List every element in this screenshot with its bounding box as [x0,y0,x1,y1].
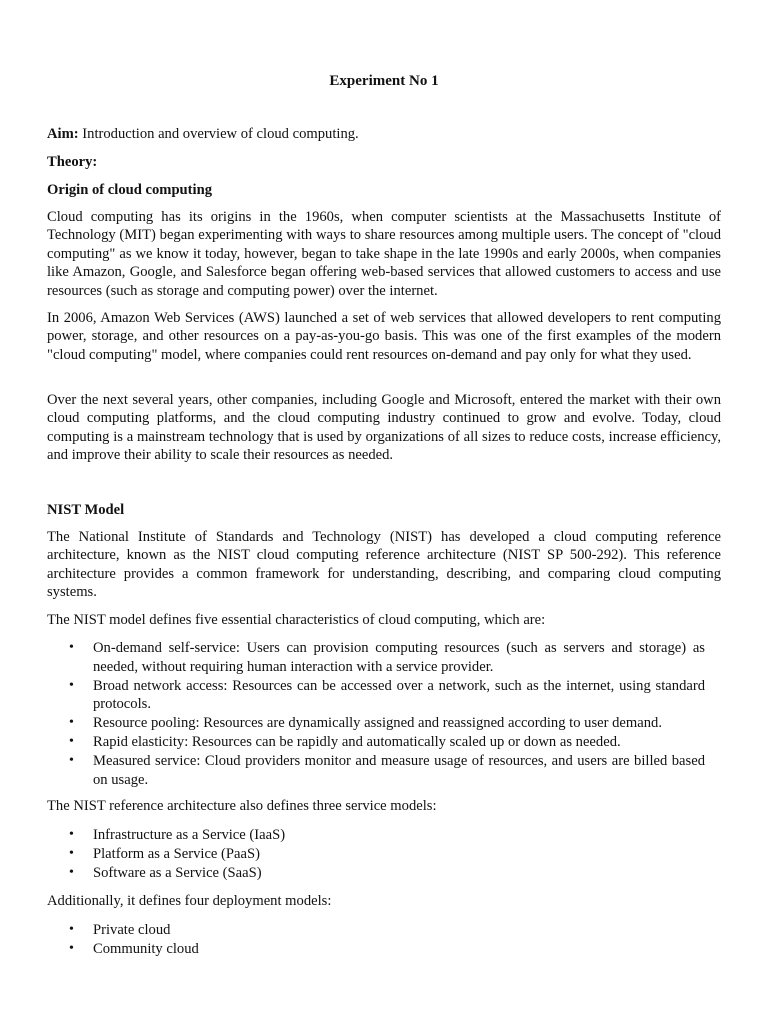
origin-paragraph-3: Over the next several years, other companies, including Google and Microsoft, entered the market with their own cloud computing platforms, and the cloud computing industry continued to grow and evolve. Today, cloud computing is a mainstream technology that is used by organizations of all sizes to reduce costs, increase efficiency, and improve their ability to scale their resources as needed. [47,392,721,464]
page-title: Experiment No 1 [329,73,439,89]
list-item: • Software as a Service (SaaS) [69,864,262,881]
theory-heading: Theory: [47,154,98,170]
service-models-intro: The NIST reference architecture also defines three service models: [47,798,437,814]
list-item: • Infrastructure as a Service (IaaS) [69,827,286,843]
bullet-icon: • [69,715,74,731]
bullet-icon: • [69,864,74,880]
bullet-icon: • [69,940,74,956]
list-item: • Measured service: Cloud providers monitor and measure usage of resources, and users are billed based on usage. [69,752,705,788]
origin-paragraph-2: In 2006, Amazon Web Services (AWS) launched a set of web services that allowed developers to rent computing power, storage, and other resources on a pay-as-you-go basis. This was one of the first examples of the modern "cloud computing" model, where companies could rent resources on-demand and pay only for what they used. [47,310,721,363]
service-models-list [47,826,721,882]
list-item: • Private cloud [69,922,171,938]
bullet-icon: • [69,827,74,842]
characteristics-intro: The NIST model defines five essential characteristics of cloud computing, which are: [47,612,546,628]
list-item: • Resource pooling: Resources are dynamically assigned and reassigned according to user demand. [69,715,662,732]
aim-label: Aim: [47,126,79,142]
nist-intro-paragraph: The National Institute of Standards and Technology (NIST) has developed a cloud computing reference architecture, known as the NIST cloud computing reference architecture (NIST SP 500-292). This reference architecture provides a common framework for understanding, describing, and comparing cloud computing systems. [47,529,721,601]
list-item: • Community cloud [69,940,199,957]
list-item: • On-demand self-service: Users can provision computing resources (such as servers and storage) as needed, without requiring human interaction with a service provider. [69,640,705,675]
list-item: • Rapid elasticity: Resources can be rapidly and automatically scaled up or down as needed. [69,733,621,750]
bullet-icon: • [69,752,74,768]
list-item: • Platform as a Service (PaaS) [69,845,260,862]
bullet-icon: • [69,677,74,693]
bullet-icon: • [69,922,74,937]
nist-heading: NIST Model [47,502,125,518]
origin-heading: Origin of cloud computing [47,182,213,198]
deployment-models-list [47,921,721,959]
bullet-icon: • [69,733,74,749]
list-item: • Broad network access: Resources can be accessed over a network, such as the internet, using standard protocols. [69,677,705,713]
aim-text: Introduction and overview of cloud computing. [82,126,359,142]
bullet-icon: • [69,845,74,861]
origin-paragraph-1: Cloud computing has its origins in the 1960s, when computer scientists at the Massachusetts Institute of Technology (MIT) began experimenting with ways to share resources among multiple users. The concept of "cloud computing" as we know it today, however, began to take shape in the late 1990s and early 2000s, when companies like Amazon, Google, and Salesforce began offering web-based services that allowed customers to access and use resources (such as storage and computing power) over the internet. [47,209,721,299]
bullet-icon: • [69,640,74,655]
aim-line [47,125,721,143]
characteristics-list [47,639,721,789]
deployment-models-intro: Additionally, it defines four deployment models: [47,893,332,909]
